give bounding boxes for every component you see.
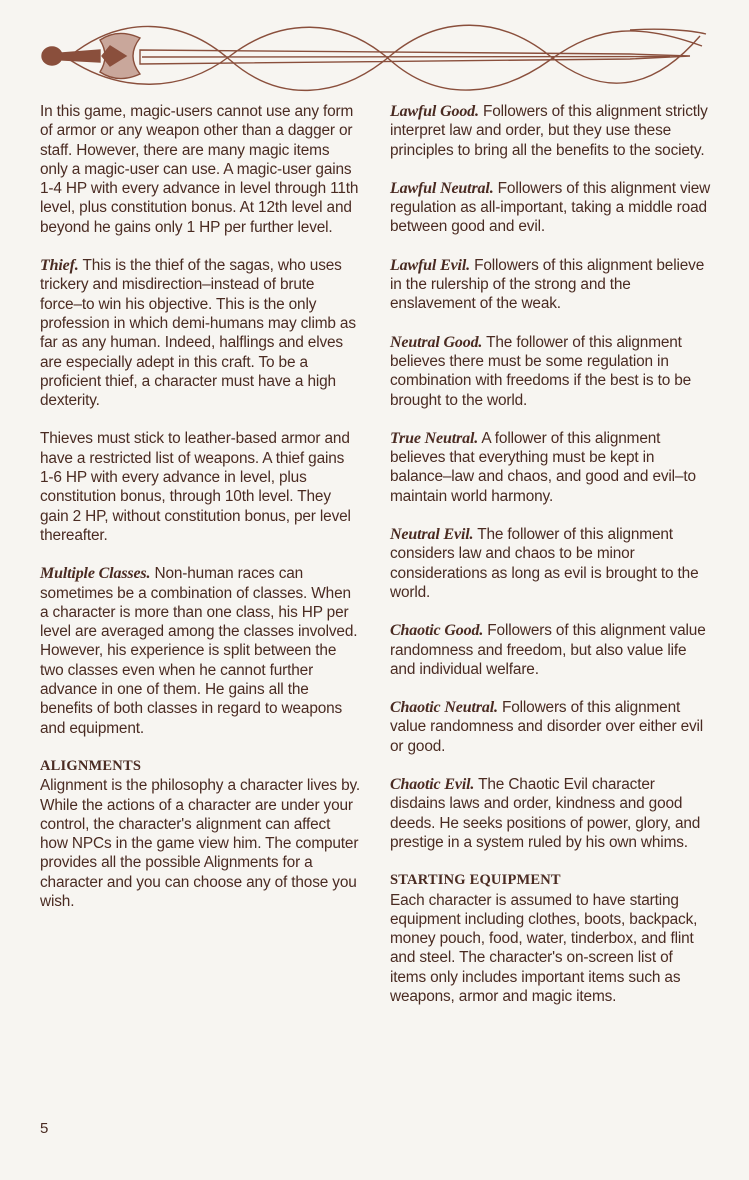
alignment-entry (390, 621, 712, 679)
alignment-entry (390, 525, 712, 602)
multiple-classes-paragraph (40, 564, 360, 738)
alignment-term: Chaotic Neutral. (390, 699, 498, 717)
starting-equipment-heading: STARTING EQUIPMENT (390, 872, 561, 889)
left-column (40, 102, 360, 930)
alignment-text: Followers of this alignment value randomness and disorder over either evil or good. (390, 699, 704, 755)
page-number: 5 (40, 1120, 49, 1137)
alignment-term: Lawful Neutral. (390, 179, 494, 197)
alignment-text: The follower of this alignment believes there must be some regulation in combination with freedoms if the best is to be brought to the world. (390, 333, 692, 409)
starting-equipment-paragraph: Each character is assumed to have starting equipment including clothes, boots, backpack, money pouch, food, water, tinderbox, and flint and steel. The character's on-screen list of items only includes important items such as weapons, armor and magic items. (390, 891, 698, 1005)
thief-term: Thief. (40, 257, 79, 275)
alignment-entry (390, 698, 712, 756)
alignment-text: The Chaotic Evil character disdains laws and order, kindness and good deeds. He seeks positions of power, glory, and prestige in a system ruled by his own whims. (390, 776, 701, 851)
multiple-classes-text: Non-human races can sometimes be a combination of classes. When a character is more than one class, his HP per level are averaged among the classes involved. However, his experience is split between the two classes even when he cannot further advance in one of them. He gains all the benefits of both classes in regard to weapons and equipment. (40, 565, 358, 737)
magic-user-paragraph: In this game, magic-users cannot use any form of armor or any weapon other than a dagger or staff. However, there are many magic items only a magic-user can use. A magic-user gains 1-4 HP with every advance in level through 11th level, plus constitution bonus. At 12th level and beyond he gains only 1 HP per further level. (40, 103, 359, 236)
alignment-entry (390, 775, 712, 852)
alignment-term: Chaotic Evil. (390, 776, 475, 794)
multiple-classes-term: Multiple Classes. (40, 565, 151, 583)
alignment-text: The follower of this alignment considers law and chaos to be minor considerations as long as evil is brought to the world. (390, 526, 699, 601)
alignment-entry (390, 429, 712, 506)
thief-paragraph (40, 256, 360, 410)
alignment-term: True Neutral. (390, 429, 479, 447)
alignment-term: Lawful Evil. (390, 256, 470, 274)
alignment-term: Neutral Good. (390, 333, 483, 351)
alignment-entry (390, 333, 712, 410)
alignment-entry (390, 102, 712, 160)
sword-ornament (30, 20, 720, 100)
alignment-text: Followers of this alignment strictly interpret law and order, but they use these principles to bring all the benefits to the society. (390, 103, 708, 159)
alignment-term: Neutral Evil. (390, 526, 474, 544)
alignment-entry (390, 256, 712, 314)
thief-armor-paragraph: Thieves must stick to leather-based armor and have a restricted list of weapons. A thief gains 1-6 HP with every advance in level, plus constitution bonus, through 10th level. They gain 2 HP, without constitution bonus, per level thereafter. (40, 430, 351, 544)
alignment-text: A follower of this alignment believes that everything must be kept in balance–law and chaos, and good and evil–to maintain world harmony. (390, 429, 696, 505)
thief-text: This is the thief of the sagas, who uses trickery and misdirection–instead of brute force–to win his objective. This is the only profession in which demi-humans may climb as far as any human. Indeed, halflings and elves are especially adept in this craft. To be a proficient thief, a character must have a high dexterity. (40, 257, 356, 410)
alignment-text: Followers of this alignment value randomness and freedom, but also value life and individual welfare. (390, 622, 706, 678)
alignment-term: Chaotic Good. (390, 622, 484, 640)
alignment-entry (390, 179, 712, 237)
alignment-text: Followers of this alignment view regulation as all-important, taking a middle road between good and evil. (390, 179, 711, 236)
alignments-paragraph: Alignment is the philosophy a character lives by. While the actions of a character are under your control, the character's alignment can affect how NPCs in the game view him. The computer provides all the possible Alignments for a character and you can choose any of those you wish. (40, 777, 361, 910)
right-column (390, 102, 712, 1025)
alignment-text: Followers of this alignment believe in the rulership of the strong and the enslavement of the weak. (390, 256, 705, 313)
alignments-heading: ALIGNMENTS (40, 757, 142, 774)
alignment-term: Lawful Good. (390, 103, 479, 120)
